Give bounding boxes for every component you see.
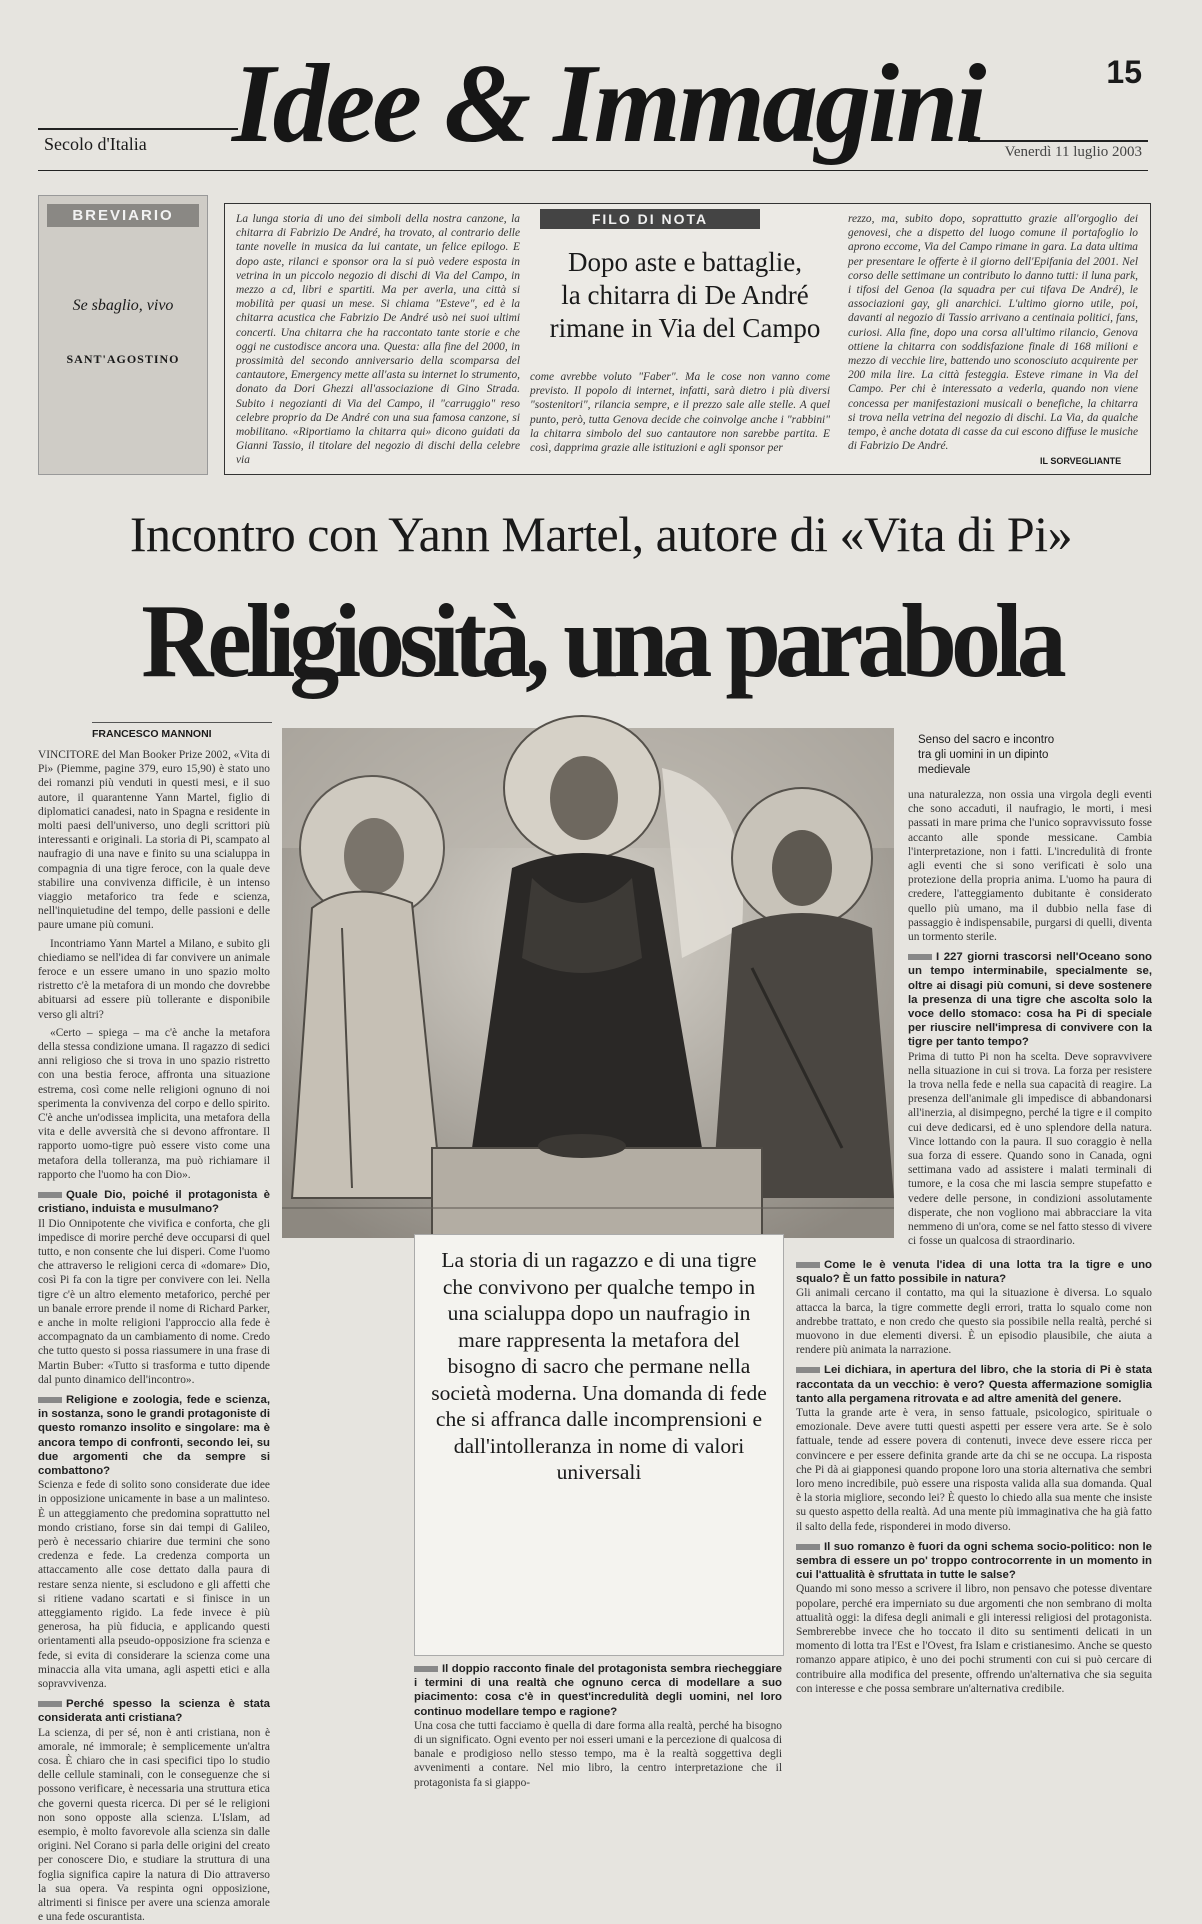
medieval-painting-image [282,728,894,1238]
interview-answer: Gli animali cercano il contatto, ma qui la situazione è diversa. Lo squalo attacca la barca, la tigre commette degli errori, tratta lo squalo come non andrebbe trattato, e non credo che questo sia possibile nella realtà, perché si muovono in due elementi diversi. È un episodio plausibile, che aiuta a rendere più animata la narrazione. [796,1287,1152,1357]
filo-headline [530,246,840,345]
interview-question: I 227 giorni trascorsi nell'Oceano sono un tempo interminabile, specialmente se, oltre ai disagi più comuni, si deve sostenere la presenza di una tigre che ascolta solo la voce dello stomaco: cosa ha Pi di speciale per riuscire nell'impresa di convivere con la tigre per tanto tempo? [908,951,1152,1049]
filo-signature: IL SORVEGLIANTE [1040,456,1122,466]
article-middle-bottom [414,1662,782,1789]
filo-col-2: come avrebbe voluto "Faber". Ma le cose non vanno come previsto. Il popolo di internet, infatti, sarà dietro i più diversi "sostenitori", rilancia sempre, e il prezzo sale alle stelle. A quel punto, però, tutta Genova decide che coinvolge anche i "rabbini" la chitarra simbolo del suo cantautore non sarebbe partita. E così, dapprima grazie alle istituzioni e agli sponsor per [530,371,830,455]
page-number: 15 [1106,54,1142,90]
filo-di-nota-label: FILO DI NOTA [540,209,760,229]
interview-question: Perché spesso la scienza è stata considerata anti cristiana? [38,1698,270,1725]
filo-headline-line: rimane in Via del Campo [549,313,821,343]
interview-question: Il doppio racconto finale del protagonista sembra riecheggiare i termini di una realtà che ognuno cerca di modellare a suo piacimento: cosa c'è in quest'incredulità degli uomini, nel loro continuo modellare tempo e ragione? [414,1663,782,1718]
pull-quote: La storia di un ragazzo e di una tigre che convivono per qualche tempo in una scialuppa dopo un naufragio in mare rappresenta la metafora del bisogno di sacro che permane nella società moderna. Una domanda di fede che si affranca dalle incomprensioni e dall'intolleranza in nome di valori universali [431,1248,767,1484]
article-right-column-lower [796,1258,1152,1743]
pull-quote-box [414,1234,784,1656]
section-title: Idee & Immagini [232,42,984,166]
masthead-rule-right [968,140,1148,142]
article-left-column [38,748,270,1924]
interview-question: Lei dichiara, in apertura del libro, che la storia di Pi è stata raccontata da un vecchio: è vero? Questa affermazione somiglia tanto alla pergamena ritrovata e ad altre amenità del genere. [796,1364,1152,1405]
interview-question: Come le è venuta l'idea di una lotta tra la tigre e uno squalo? È un fatto possibile in natura? [796,1259,1152,1286]
issue-date: Venerdì 11 luglio 2003 [1004,144,1142,160]
photo-caption: Senso del sacro e incontro tra gli uomini in un dipinto medievale [918,734,1055,776]
byline-rule [92,722,272,723]
article-kicker: Incontro con Yann Martel, autore di «Vita di Pi» [129,506,1073,562]
filo-headline-line: Dopo aste e battaglie, [568,247,802,277]
paragraph: «Certo – spiega – ma c'è anche la metafora della stessa condizione umana. Il ragazzo di sedici anni religioso che si trova in uno spazio ristretto con una bestia feroce, affronta una situazione estrema, così come nelle religioni ognuno di noi sperimenta la convivenza del corpo e dello spirito. C'è anche un'odissea implicita, una metafora della vita e delle avversità che si devono affrontare. Il rapporto uomo-tigre può essere visto come una metafora della tolleranza, ma può richiamare il rapporto che l'uomo ha con Dio». [38,1026,270,1181]
breviario-quote: Se sbaglio, vivo [72,297,174,314]
byline: FRANCESCO MANNONI [92,728,212,740]
breviario-box [38,195,208,475]
filo-col-3: rezzo, ma, subito dopo, soprattutto grazie all'orgoglio dei genovesi, che a dispetto del luogo comune il portafoglio lo aprono eccome, Via del Campo rimane in gara. La data ultima per presentare le offerte è il giorno dell'Epifania del 2001. Nel corso delle settimane un contributo lo danno tutti: il luna park, i tifosi del Genoa (la squadra per cui tifava De André), le associazioni gay, gli anarchici. L'ultimo giorno utile, poi, davanti al negozio di Tassio arrivano a centinaia politici, fans, curiosi. Alla fine, dopo una corsa all'ultimo rilancio, Genova ottiene la chitarra con soddisfazione finale di 168 milioni e mezzo di vecchie lire, battendo uno sconosciuto acquirente per 200 mila lire. La città festeggia. Esteve rimane in Via del Campo. Per chi è interessato a vederla, quando non viene concessa per manifestazioni musicali o benefiche, la chitarra si trova nella vetrina del negozio di dischi. La Via, da qualche tempo, è anche dotata di casse da cui escono diffuse le musiche di Fabrizio De André. [848,213,1138,453]
article-right-column-upper [908,788,1152,1248]
paragraph: Incontriamo Yann Martel a Milano, e subito gli chiediamo se nell'idea di far convivere un animale feroce e un essere umano in uno spazio molto ristretto c'è la metafora di un mondo che dovrebbe abituarsi ad essere più tollerante e disponibile verso gli altri? [38,937,270,1021]
filo-headline-line: la chitarra di De André [561,280,809,310]
interview-answer: Prima di tutto Pi non ha scelta. Deve sopravvivere nella situazione in cui si trova. La forza per resistere la trova nella fede e nella sua capacità di reagire. La presenza dell'animale gli impedisce di abbandonarsi all'inerzia, al disimpegno, perché la tigre e il compito cui deve dedicarsi, ed è uno splendore della natura. Vince lottando con la paura. Il suo coraggio è nella sua forza di essere. Quando sono in Canada, ogni settimana vado ad assistere i malati terminali di tumore, e la cosa che mi lascia sempre stupefatto e vedere delle persone, in condizioni assolutamente disperate, che non vogliono mai abbracciare la vita nemmeno di un'ora, come se nel fatto stesso di vivere ci fosse un qualcosa di straordinario. [908,1050,1152,1248]
masthead-rule-left [38,128,238,130]
interview-answer: Il Dio Onnipotente che vivifica e conforta, che gli impedisce di morire perché deve occuparsi di quel tutto, e non consente che lui disperi. Come l'uomo che attraverso le religioni cerca di «domare» Dio, così Pi fa con la tigre per convivere con lei. Nella tigre c'è un altro elemento metaforico, perché per un banale errore prende il nome di Richard Parker, e anche in molte religioni l'approccio alla fede è accompagnato da un cambiamento di nome. Credo che tutto questo si possa riassumere in una frase di Martin Buber: «Tutto si trasforma e tutto dipende dal punto dinamico dell'incontro». [38,1217,270,1386]
paragraph: una naturalezza, non ossia una virgola degli eventi che sono accaduti, il naufragio, le morti, i mesi passati in mare prima che l'unico sopravvissuto fosse accanto alle sponde messicane. Cambia l'interpretazione, non i fatti. L'incredulità di fronte agli eventi che si sono verificati è solo una protezione della propria anima. L'uomo ha paura di credere, l'atteggiamento dubitante è considerato quello più umano, ma il dubbio nella fase di passaggio è indispensabile, purgarsi di quelli, diventa un tormento sterile. [908,789,1152,944]
masthead-rule-bottom [38,170,1148,171]
interview-question: Religione e zoologia, fede e scienza, in sostanza, sono le grandi protagoniste di questo romanzo insolito e singolare: ma è ancora tempo di confronti, secondo lei, su due argomenti che da sempre si combattono? [38,1393,270,1477]
article-middle-left-strip [282,1244,404,1654]
interview-answer: Tutta la grande arte è vera, in senso fattuale, psicologico, spirituale o emozionale. Deve avere tutti questi aspetti per essere vera arte. Se è solo fattuale, tende ad essere povera di contenuti, invece deve essere ricca per convincere e per essere definita grande arte da chi se ne occupa. La risposta che Pi dà ai giapponesi quando propone loro una storia alternativa che sembri loro meno incredibile, può essere una risposta valida alla sua domanda. Qual è la storia migliore, secondo lei? È questo lo chiedo alla sua mente che insiste su questo aspetto della realtà. Ad una mente più immaginativa che ha già fatto il salto della fede, risponderei in modo diverso. [796,1407,1152,1533]
interview-answer: Quando mi sono messo a scrivere il libro, non pensavo che potesse diventare popolare, perché era imperniato su due argomenti che non sembrano di molta attualità oggi: la difesa degli animali e gli interessi religiosi del protagonista. Sembrerebbe invece che ho toccato il dito su sentimenti delicati in un momento di lotta tra l'Est e l'Ovest, fra Islam e cristianesimo. Anche se questo romanzo appare atipico, è uno dei pochi strumenti con cui si può cercare di contribuire alla modifica del presente, offrendo un'alternativa che sia seguita con interesse e che possa sembrare un'alternativa credibile. [796,1583,1152,1695]
paper-name: Secolo d'Italia [44,134,147,154]
interview-question: Quale Dio, poiché il protagonista è cristiano, induista e musulmano? [38,1189,270,1216]
interview-answer: La scienza, di per sé, non è anti cristiana, non è amorale, né immorale; è semplicemente un'altra cosa. È chiaro che in casi specifici tipo lo studio delle cellule staminali, con le conseguenze che si possono verificare, è necessaria una struttura etica che governi questa ricerca. Di per sé le religioni non sono opposte alla scienza. L'Islam, ad esempio, è molto favorevole alla scienza sin dalle origini. Nel Corano si parla delle origini del creato per conoscere Dio, e studiare la struttura di una foglia significa capire la natura di Dio attraverso la sua opera. Va respinta ogni opposizione, altrimenti si finisce per avere una scienza amorale e una fede oscurantista. [38,1726,270,1924]
interview-answer: Scienza e fede di solito sono considerate due idee in opposizione unicamente in base a un malinteso. È un atteggiamento che predomina soprattutto nel mondo cristiano, forse sin dai tempi di Galileo, però è necessario chiarire due termini che sono credenza e fede. La credenza comporta un attaccamento alle cose dettato dalla paura di restare senza niente, si escludono e gli affetti che si ritiene vadano scartati e si finisce in un atteggiamento rigido. La fede invece è più generosa, ha più fiducia, e applicando questi orientamenti alla pseudo-opposizione fra scienza e fede, si evita di considerare la scienza come una minaccia alla vita umana, agli aspetti etici e alla sopravvivenza. [38,1479,270,1690]
breviario-label: BREVIARIO [47,204,199,227]
paragraph: VINCITORE del Man Booker Prize 2002, «Vita di Pi» (Piemme, pagine 379, euro 15,90) è stato uno dei romanzi più venduti in questi mesi, e il suo autore, il quarantenne Yann Martel, figlio di diplomatici canadesi, nato in Spagna e residente in molti paesi dell'universo, uno degli scrittori più interessanti e originali. La storia di Pi, scampato al naufragio di una nave e finito su una scialuppa in compagnia di una tigre feroce, con la quale deve stabilire una convivenza difficile, è un intenso viaggio metaforico tra fede e scienza, nell'inquietudine del tempo, delle passioni e delle paure umane più comuni. [38,749,270,932]
article-headline: Religiosità, una parabola [141,582,1061,699]
breviario-author: SANT'AGOSTINO [66,352,180,366]
filo-col-1: La lunga storia di uno dei simboli della nostra canzone, la chitarra di Fabrizio De André, ha trovato, al contrario delle tante novelle in musica da lui cantate, un felice epilogo. E dopo aste, rilanci e sponsor ora la si può vedere esposta in vetrina in un piccolo negozio di dischi di Via del Campo, in mezzo a cd, libri e spartiti. Ma per averla, una città si mobilità per quasi un mese. Si chiama "Esteve", ed è la chitarra acustica che Fabrizio De André usò nei suoi ultimi concerti. Una chitarra che ha raccontato tante storie e che oggi ne custodisce ancora una. Questa: alla fine del 2000, in prossimità del secondo anniversario della scomparsa del cantautore, Emergency mette all'asta su internet lo strumento, donato da Dori Ghezzi all'associazione di Gino Strada. Subito i negozianti di Via del Campo, il "carruggio" reso celebre proprio da De André con una sua famosa canzone, si mobilitano. «Riportiamo la chitarra qui» dicono guidati da Gianni Tassio, il titolare del negozio di dischi della celebre via [236,213,520,467]
interview-question: Il suo romanzo è fuori da ogni schema socio-politico: non le sembra di essere un po' troppo controcorrente in un momento in cui l'attualità è sfruttata in tutte le salse? [796,1540,1152,1582]
interview-answer: Una cosa che tutti facciamo è quella di dare forma alla realtà, perché ha bisogno di un significato. Ogni evento per noi esseri umani e la percezione di qualcosa di banale e prodigioso nello stesso tempo, ma è la realtà soggettiva degli avvenimenti a contare. Nel mio libro, la centro interpretazione che il protagonista fa si giappo- [414,1719,782,1789]
trinity-icon [282,728,894,1238]
